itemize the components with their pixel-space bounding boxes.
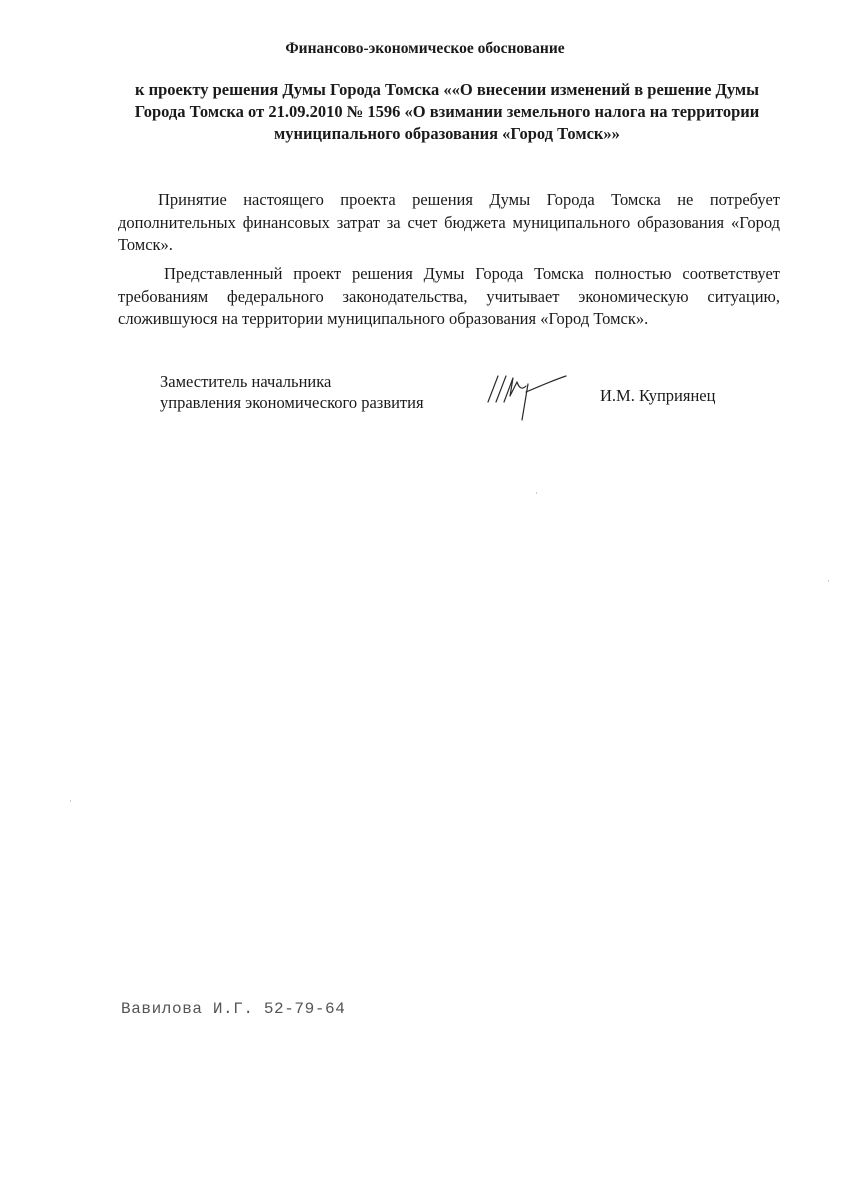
document-subtitle [112,79,782,145]
signer-name: И.М. Куприянец [600,386,716,405]
signer-position-line: Заместитель начальника [160,372,332,391]
subtitle-line: Города Томска от 21.09.2010 № 1596 «О взимании земельного налога на территории [134,102,760,121]
signer-position-line: управления экономического развития [160,393,424,412]
subtitle-line: муниципального образования «Город Томск»» [274,124,620,143]
paragraph-no-costs: Принятие настоящего проекта решения Думы Города Томска не потребует дополнительных финансовых затрат за счет бюджета муниципального образования «Город Томск». [118,190,780,254]
subtitle-line: к проекту решения Думы Города Томска ««О внесении изменений в решение Думы [134,80,760,99]
scan-speck [536,492,537,494]
scan-speck [70,800,71,802]
scan-speck [828,580,829,582]
document-title: Финансово-экономическое обоснование [285,40,565,57]
executor-contact: Вавилова И.Г. 52-79-64 [121,1000,346,1018]
paragraph-compliance: Представленный проект решения Думы Города Томска полностью соответствует требованиям федерального законодательства, учитывает экономическую ситуацию, сложившуюся на территории муниципального образования «Город Томск». [118,264,780,328]
handwritten-signature [484,368,584,424]
signer-position [160,371,424,413]
